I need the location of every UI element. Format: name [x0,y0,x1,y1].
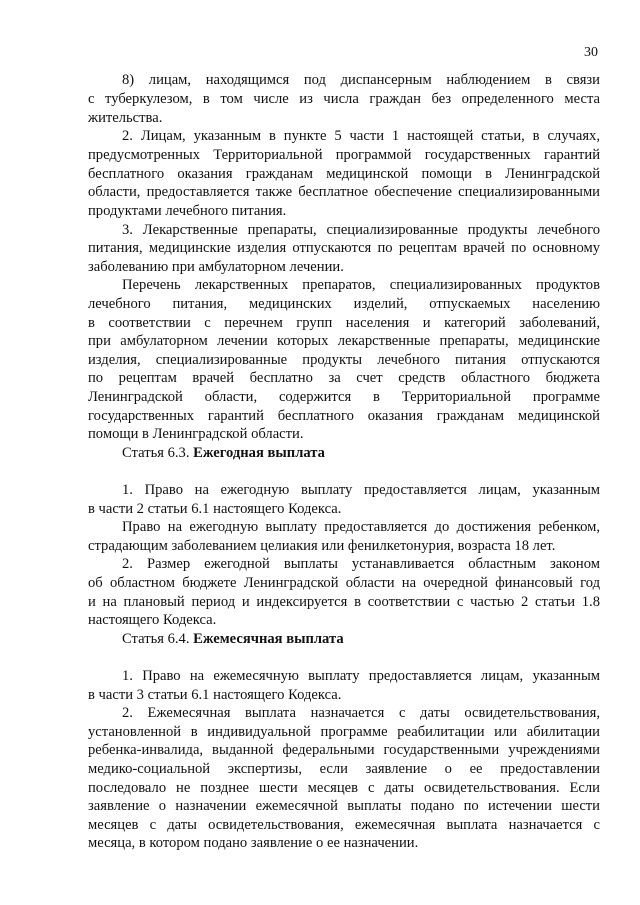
text-line: 8) лицам, находящимся под диспансерным наблюдением в связи [122,72,600,88]
article-number: Статья 6.4. [122,631,194,647]
text-line: по рецептам врачей бесплатно за счет средств областного бюджета [88,370,600,386]
text-line: 1. Право на ежемесячную выплату предоставляется лицам, указанным [122,668,600,684]
text-line: в части 3 статьи 6.1 настоящего Кодекса. [88,687,342,703]
text-line: Право на ежегодную выплату предоставляется до достижения ребенком, [122,519,600,535]
text-line: с туберкулезом, в том числе из числа граждан без определенного места [88,91,600,107]
text-line: в части 2 статьи 6.1 настоящего Кодекса. [88,501,342,517]
text-line: установленной в индивидуальной программе реабилитации или абилитации [88,724,600,740]
text-line: изделия, специализированные продукты лечебного питания отпускаются [88,352,600,368]
page-number: 30 [584,45,598,60]
text-line: в соответствии с перечнем групп населения и категорий заболеваний, [88,315,600,331]
text-line: 2. Лицам, указанным в пункте 5 части 1 настоящей статьи, в случаях, [122,128,600,144]
text-line: заболеванию при амбулаторном лечении. [88,259,344,275]
text-line: 2. Ежемесячная выплата назначается с даты освидетельствования, [122,705,600,721]
text-line: продуктами лечебного питания. [88,203,287,219]
text-line: области, предоставляется также бесплатное обеспечение специализированными [88,184,600,200]
text-line: ребенка-инвалида, выданной федеральными государственными учреждениями [88,742,600,758]
text-line: 2. Размер ежегодной выплаты устанавливается областным законом [122,556,600,572]
text-line: настоящего Кодекса. [88,612,217,628]
text-line: 1. Право на ежегодную выплату предоставляется лицам, указанным [122,482,600,498]
text-line: Перечень лекарственных препаратов, специализированных продуктов [122,277,600,293]
article-title: Ежегодная выплата [193,445,325,461]
text-line: месяца, в котором подано заявление о ее назначении. [88,835,419,851]
text-line: об областном бюджете Ленинградской области на очередной финансовый год [88,575,600,591]
article-heading [122,445,325,463]
text-line: бесплатного оказания гражданам медицинской помощи в Ленинградской [88,166,600,182]
text-line: помощи в Ленинградской области. [88,426,304,442]
text-line: заявление о назначении ежемесячной выплаты подано по истечении шести [88,798,600,814]
text-line: последовало не позднее шести месяцев с даты освидетельствования. Если [88,780,600,796]
text-line: Ленинградской области, содержится в Территориальной программе [88,389,600,405]
text-line: и на плановый период и индексируется в соответствии с частью 2 статьи 1.8 [88,594,600,610]
text-line: 3. Лекарственные препараты, специализированные продукты лечебного [122,222,600,238]
text-line: предусмотренных Территориальной программой государственных гарантий [88,147,600,163]
text-line: медико-социальной экспертизы, если заявление о ее предоставлении [88,761,600,777]
text-line: государственных гарантий бесплатного оказания гражданам медицинской [88,408,600,424]
text-line: при амбулаторном лечении которых лекарственные препараты, медицинские [88,333,600,349]
article-number: Статья 6.3. [122,445,194,461]
text-line: месяцев с даты освидетельствования, ежемесячная выплата назначается с [88,817,600,833]
article-title: Ежемесячная выплата [193,631,344,647]
article-heading [122,631,344,649]
text-line: лечебного питания, медицинских изделий, отпускаемых населению [88,296,600,312]
text-line: жительства. [88,110,163,126]
text-line: питания, медицинские изделия отпускаются по рецептам врачей по основному [88,240,600,256]
text-line: страдающим заболеванием целиакия или фенилкетонурия, возраста 18 лет. [88,538,556,554]
